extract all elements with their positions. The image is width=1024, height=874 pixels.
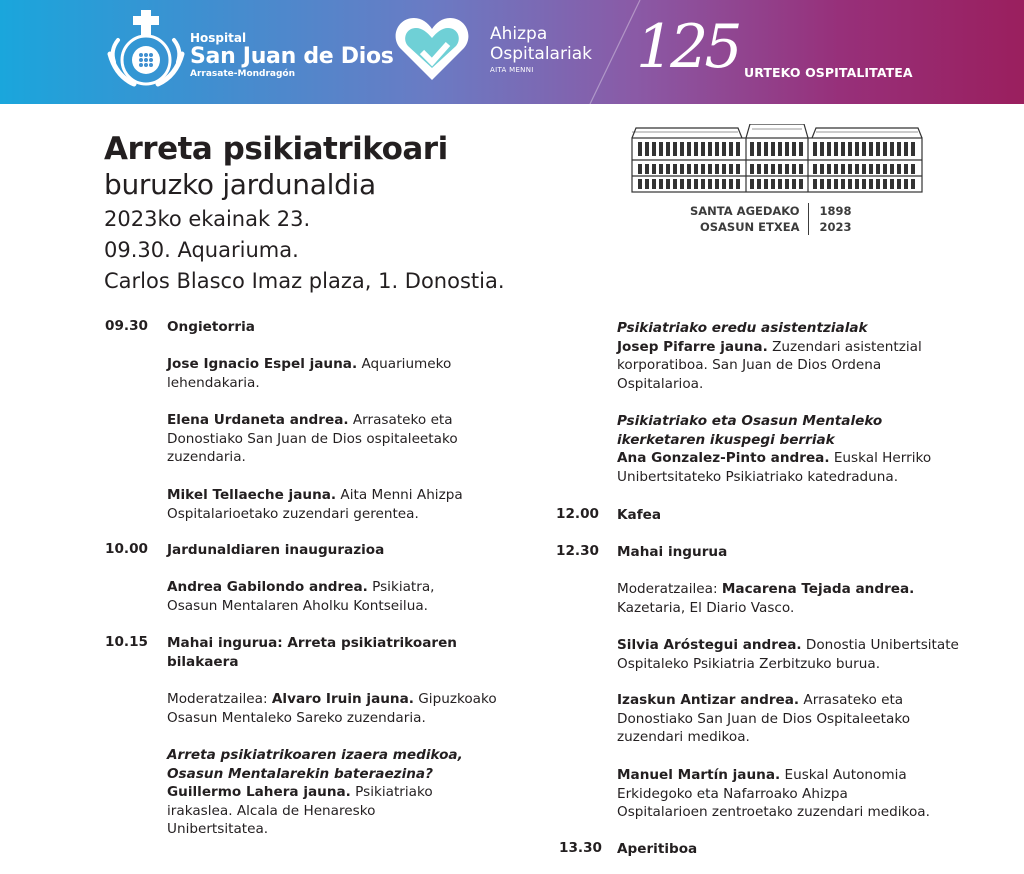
building-window [736,164,740,174]
building-window [869,142,873,156]
anniversary-text: URTEKO OSPITALITATEA [744,65,913,80]
building-window [715,179,719,189]
speaker-role: zuzendaria. [167,449,246,465]
building-window [897,142,901,156]
building-window [764,142,768,156]
building-window [708,142,712,156]
building-window [666,179,670,189]
speaker-role: Osasun Mentaleko Sareko zuzendaria. [167,709,426,726]
building-window [778,179,782,189]
building-window [813,179,817,189]
building-window [890,142,894,156]
time-1000: 10.00 [105,541,148,557]
speaker-role: Gipuzkoako [413,691,497,707]
building-window [897,179,901,189]
speaker-role: Psikiatriako [350,784,433,800]
building-window [666,164,670,174]
building-window [904,164,908,174]
building-window [813,142,817,156]
building-window [869,164,873,174]
speaker-tellaeche [167,486,527,523]
speaker-role: Ospitalarioen zentroetako zuzendari medikoa. [617,804,930,820]
building-window [848,164,852,174]
speaker-urdaneta [167,411,527,467]
building-window [785,164,789,174]
speaker-role: Psikiatra, [367,579,435,595]
building-window [652,164,656,174]
building-window [876,164,880,174]
speaker-espel [167,355,527,392]
item-kafea: Kafea [617,507,662,523]
building-years [809,203,851,235]
building-caption [690,203,852,235]
speaker-role: zuzendari medikoa. [617,729,750,745]
building-window [715,164,719,174]
building-window [757,164,761,174]
speaker-name: Andrea Gabilondo andrea. [167,579,368,595]
building-window [911,179,915,189]
building-window [890,164,894,174]
event-subtitle: buruzko jardunaldia [104,168,376,201]
item-inaugurazioa: Jardunaldiaren inaugurazioa [167,542,385,558]
speaker-martin [617,766,1012,822]
building-window [911,164,915,174]
building-window [778,142,782,156]
moderator-label: Moderatzailea: [617,581,722,597]
building-window [757,179,761,189]
item-mahai-ingurua-2: Mahai ingurua [617,544,728,560]
event-date: 2023ko ekainak 23. [104,207,311,231]
speaker-name: Josep Pifarre jauna. [617,338,768,355]
building-window [862,164,866,174]
building-window [750,179,754,189]
building-window [694,142,698,156]
building-window [834,142,838,156]
building-window [792,142,796,156]
building-window [862,179,866,189]
building-window [701,142,705,156]
building-window [778,164,782,174]
building-window [876,179,880,189]
speaker-role: Donostiako San Juan de Dios ospitaleetako [167,430,458,447]
speaker-role: Unibertsitatea. [167,821,269,837]
speaker-role: Arrasateko eta [799,692,904,708]
building-window [799,142,803,156]
talk-title: ikerketaren ikuspegi berriak [617,431,835,448]
building-window [659,179,663,189]
building-window [855,179,859,189]
building-window [729,179,733,189]
building-window [799,164,803,174]
building-window [827,179,831,189]
speaker-arostegui [617,636,977,673]
building-window [890,179,894,189]
building-window [855,142,859,156]
event-address: Carlos Blasco Imaz plaza, 1. Donostia. [104,269,505,293]
hospital-label: Hospital [190,31,247,45]
building-window [841,142,845,156]
building-window [841,179,845,189]
time-1015: 10.15 [105,634,148,650]
building-window [708,179,712,189]
building-window [722,179,726,189]
speaker-role: Ospitaleko Psikiatria Zerbitzuko burua. [617,655,881,672]
building-window [638,179,642,189]
building-window [736,179,740,189]
building-name-line1: SANTA AGEDAKO [690,204,800,218]
building-window [869,179,873,189]
building-window [757,142,761,156]
building-window [694,164,698,174]
item-line: Mahai ingurua: Arreta psikiatrikoaren [167,635,457,651]
speaker-name: Macarena Tejada andrea. [721,581,915,597]
building-window [673,142,677,156]
building-window [715,142,719,156]
building-window [883,164,887,174]
speaker-role: Donostia Unibertsitate [801,637,959,653]
building-window [736,142,740,156]
building-window [750,142,754,156]
building-window [687,142,691,156]
ahizpa-line1: Ahizpa [490,24,548,44]
item-ongietorria: Ongietorria [167,319,255,335]
building-window [722,164,726,174]
speaker-role: Zuzendari asistentzial [767,338,922,355]
building-window [855,164,859,174]
building-window [729,142,733,156]
speaker-role: Arrasateko eta [348,412,453,428]
speaker-name: Izaskun Antizar andrea. [617,692,800,708]
speaker-role: korporatiboa. San Juan de Dios Ordena [617,357,882,373]
speaker-role: Ospitalarioa. [617,375,704,392]
building-window [687,164,691,174]
hospital-logo-icon [104,10,188,94]
talk-gonzalez-pinto [617,412,977,486]
building-window [834,179,838,189]
moderator-tejada [617,580,977,617]
time-1200: 12.00 [556,506,599,522]
building-window [701,164,705,174]
header-banner [0,0,1024,104]
time-1230: 12.30 [556,543,599,559]
building-window [792,179,796,189]
building-window [911,142,915,156]
building-window [904,142,908,156]
building-name [690,203,809,235]
speaker-name: Manuel Martín jauna. [617,767,781,783]
ahizpa-sub: AITA MENNI [490,66,534,74]
building-window [841,164,845,174]
building-window [680,164,684,174]
building-window [820,142,824,156]
anniversary-number: 125 [636,12,739,82]
building-window [792,164,796,174]
building-name-line2: OSASUN ETXEA [699,220,800,234]
talk-title: Osasun Mentalarekin bateraezina? [167,765,433,782]
speaker-name: Mikel Tellaeche jauna. [167,487,337,503]
building-window [883,179,887,189]
building-window [834,164,838,174]
moderator-iruin [167,690,527,727]
talk-title: Psikiatriako eredu asistentzialak [617,320,868,336]
building-window [722,142,726,156]
hospital-city: Arrasate-Mondragón [190,69,296,79]
building-window [771,164,775,174]
building-window [659,142,663,156]
building-window [687,179,691,189]
building-window [708,164,712,174]
building-window [904,179,908,189]
item-line: bilakaera [167,653,239,670]
event-title-block [104,131,574,296]
item-aperitiboa: Aperitiboa [617,841,698,857]
speaker-role: Erkidegoko eta Nafarroako Ahizpa [617,785,848,802]
speaker-role: Aita Menni Ahizpa [336,487,463,503]
speaker-name: Guillermo Lahera jauna. [167,784,351,800]
speaker-name: Ana Gonzalez-Pinto andrea. [617,450,830,466]
building-window [764,164,768,174]
hospital-name: San Juan de Dios [190,44,394,69]
speaker-role: Aquariumeko [357,356,452,372]
speaker-role: irakaslea. Alcala de Henaresko [167,802,376,819]
building-window [638,164,642,174]
ahizpa-line2: Ospitalariak [490,44,592,64]
building-window [820,164,824,174]
speaker-role: Euskal Herriko [829,450,932,466]
building-window [820,179,824,189]
speaker-role: Kazetaria, El Diario Vasco. [617,599,795,616]
talk-lahera [167,746,527,839]
speaker-name: Jose Ignacio Espel jauna. [167,356,358,372]
building-window [645,179,649,189]
building-window [659,164,663,174]
building-window [897,164,901,174]
speaker-role: Osasun Mentalaren Aholku Kontseilua. [167,597,428,614]
building-window [729,164,733,174]
building-window [645,142,649,156]
year-start: 1898 [819,204,852,218]
building-window [827,164,831,174]
building-window [673,179,677,189]
talk-title: Arreta psikiatrikoaren izaera medikoa, [167,747,463,763]
building-window [876,142,880,156]
speaker-role: Ospitalarioetako zuzendari gerentea. [167,505,419,522]
hospital-name-block [190,32,394,80]
building-window [680,179,684,189]
talk-title: Psikiatriako eta Osasun Mentaleko [617,413,883,429]
time-1330: 13.30 [559,840,602,856]
time-0930: 09.30 [105,318,148,334]
speaker-role: lehendakaria. [167,374,260,391]
moderator-label: Moderatzailea: [167,691,272,707]
building-window [883,142,887,156]
building-window [848,179,852,189]
building-window [750,164,754,174]
building-window [862,142,866,156]
item-mahai-ingurua-1 [167,634,527,671]
building-window [799,179,803,189]
building-window [813,164,817,174]
building-window [785,179,789,189]
event-title: Arreta psikiatrikoari [104,131,448,167]
speaker-gabilondo [167,578,527,615]
building-window [652,142,656,156]
speaker-antizar [617,691,977,747]
building-window [771,142,775,156]
talk-pifarre [617,319,977,393]
building-window [771,179,775,189]
building-window [673,164,677,174]
ahizpa-logo-text [490,24,592,76]
building-window [652,179,656,189]
event-time-place: 09.30. Aquariuma. [104,238,299,262]
speaker-role: Unibertsitateko Psikiatriako katedraduna. [617,468,899,485]
building-window [827,142,831,156]
building-window [694,179,698,189]
building-window [638,142,642,156]
heart-logo-icon [392,14,472,84]
speaker-name: Elena Urdaneta andrea. [167,412,349,428]
building-illustration-icon [628,124,926,194]
year-end: 2023 [819,220,852,234]
building-window [666,142,670,156]
building-window [701,179,705,189]
building-window [848,142,852,156]
speaker-role: Euskal Autonomia [780,767,907,783]
speaker-name: Alvaro Iruin jauna. [271,691,414,707]
speaker-role: Donostiako San Juan de Dios Ospitaleetako [617,710,911,727]
building-window [645,164,649,174]
building-window [764,179,768,189]
building-window [680,142,684,156]
speaker-name: Silvia Aróstegui andrea. [617,637,802,653]
building-window [785,142,789,156]
